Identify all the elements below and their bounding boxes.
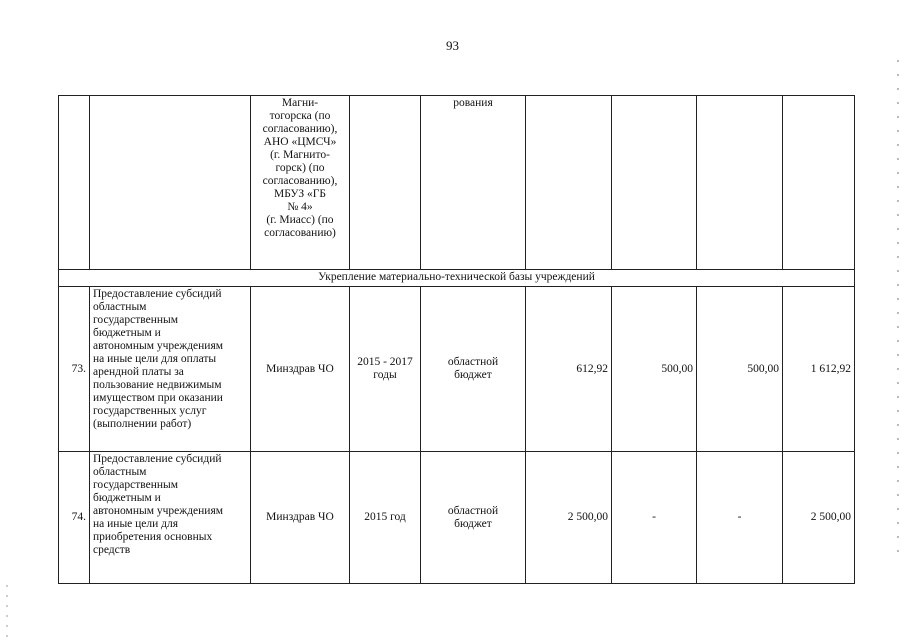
cell-value-1 — [526, 96, 612, 270]
cell-value-2: 500,00 — [612, 287, 697, 452]
cell-funding: областной бюджет — [421, 452, 526, 584]
cell-total: 1 612,92 — [783, 287, 855, 452]
cell-period: 2015 год — [350, 452, 421, 584]
cell-period: 2015 - 2017 годы — [350, 287, 421, 452]
cell-value-3: - — [697, 452, 783, 584]
section-header-row — [59, 270, 855, 287]
measures-table — [58, 95, 855, 584]
cell-number: 74. — [59, 452, 90, 584]
cell-funding: рования — [421, 96, 526, 270]
cell-description: Предоставление субсидий областным государственным бюджетным и автономным учреждениям на иные цели для приобретения основных средств — [90, 452, 251, 584]
cell-number: 73. — [59, 287, 90, 452]
cell-value-3: 500,00 — [697, 287, 783, 452]
scan-edge-marks — [897, 60, 899, 560]
cell-value-3 — [697, 96, 783, 270]
cell-value-2 — [612, 96, 697, 270]
page-number: 93 — [446, 38, 459, 53]
cell-value-2: - — [612, 452, 697, 584]
cell-description — [90, 96, 251, 270]
cell-value-1: 612,92 — [526, 287, 612, 452]
section-title: Укрепление материально-технической базы учреждений — [59, 270, 855, 287]
cell-executor: Минздрав ЧО — [251, 287, 350, 452]
cell-executor: Минздрав ЧО — [251, 452, 350, 584]
cell-value-1: 2 500,00 — [526, 452, 612, 584]
cell-description: Предоставление субсидий областным государственным бюджетным и автономным учреждениям на иные цели для оплаты арендной платы за пользование недвижимым имуществом при оказании государственных услуг (выполнении работ) — [90, 287, 251, 452]
cell-total: 2 500,00 — [783, 452, 855, 584]
continuation-row — [59, 96, 855, 270]
cell-total — [783, 96, 855, 270]
cell-executor: Магни- тогорска (по согласованию), АНО «ЦМСЧ» (г. Магнито- горск) (по согласованию), МБУЗ «ГБ № 4» (г. Миасс) (по согласованию) — [251, 96, 350, 270]
scan-edge-marks-left — [6, 585, 8, 640]
table-row — [59, 287, 855, 452]
table-row — [59, 452, 855, 584]
cell-number — [59, 96, 90, 270]
cell-period — [350, 96, 421, 270]
cell-funding: областной бюджет — [421, 287, 526, 452]
